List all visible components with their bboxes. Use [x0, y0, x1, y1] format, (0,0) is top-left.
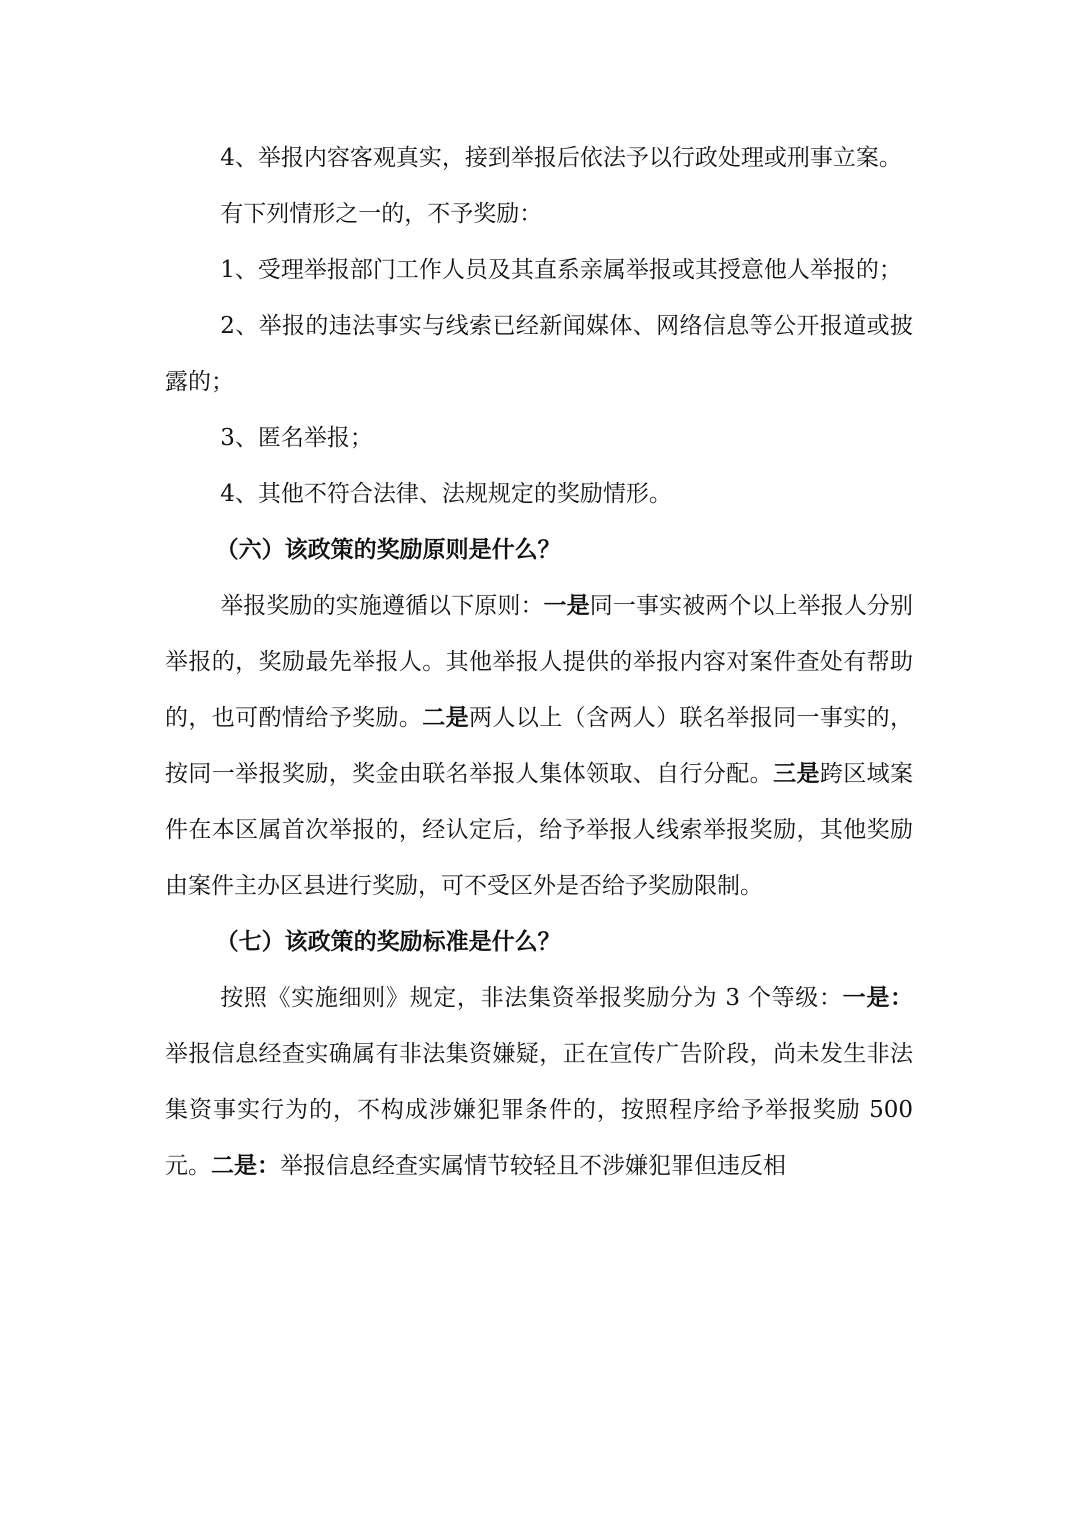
principle-2-label: 二是: [422, 705, 470, 731]
level-1-label: 一是：: [842, 985, 914, 1011]
principle-1-text: 同一事实被两个以上举报人分别举报的，奖励最先举报人。其他举报人提供的举报内容对案件查处有帮助的，也可酌情给予奖励。: [165, 593, 914, 731]
section-7-intro: 按照《实施细则》规定，非法集资举报奖励分为 3 个等级：: [220, 985, 843, 1011]
document-page: [165, 130, 913, 1194]
paragraph-no-reward-4: 4、其他不符合法律、法规规定的奖励情形。: [220, 481, 672, 507]
level-2-label: 二是：: [211, 1153, 280, 1179]
section-6-intro: 举报奖励的实施遵循以下原则：: [220, 593, 544, 619]
level-2-text: 举报信息经查实属情节较轻且不涉嫌犯罪但违反相: [280, 1153, 786, 1179]
level-1-text: 举报信息经查实确属有非法集资嫌疑，正在宣传广告阶段，尚未发生非法集资事实行为的，不构成涉嫌犯罪条件的，按照程序给予举报奖励 500 元。: [165, 1041, 913, 1179]
section-7-heading: （七）该政策的奖励标准是什么？: [215, 929, 561, 955]
paragraph-no-reward-2: 2、举报的违法事实与线索已经新闻媒体、网络信息等公开报道或披露的；: [165, 313, 913, 395]
section-6-heading: （六）该政策的奖励原则是什么？: [215, 537, 561, 563]
principle-3-text: 跨区域案件在本区属首次举报的，经认定后，给予举报人线索举报奖励，其他奖励由案件主办区县进行奖励，可不受区外是否给予奖励限制。: [165, 761, 914, 899]
section-7-body: [165, 970, 913, 1194]
principle-3-label: 三是: [773, 761, 820, 787]
paragraph-condition-4: 4、举报内容客观真实，接到举报后依法予以行政处理或刑事立案。: [220, 145, 902, 171]
paragraph-no-reward-3: 3、匿名举报；: [220, 425, 373, 451]
principle-1-label: 一是: [543, 593, 590, 619]
paragraph-no-reward-intro: 有下列情形之一的，不予奖励：: [220, 201, 543, 227]
principle-2-text: 两人以上（含两人）联名举报同一事实的，按同一举报奖励，奖金由联名举报人集体领取、自行分配。: [165, 705, 914, 787]
section-6-body: [165, 578, 913, 914]
paragraph-no-reward-1: 1、受理举报部门工作人员及其直系亲属举报或其授意他人举报的；: [220, 257, 902, 283]
